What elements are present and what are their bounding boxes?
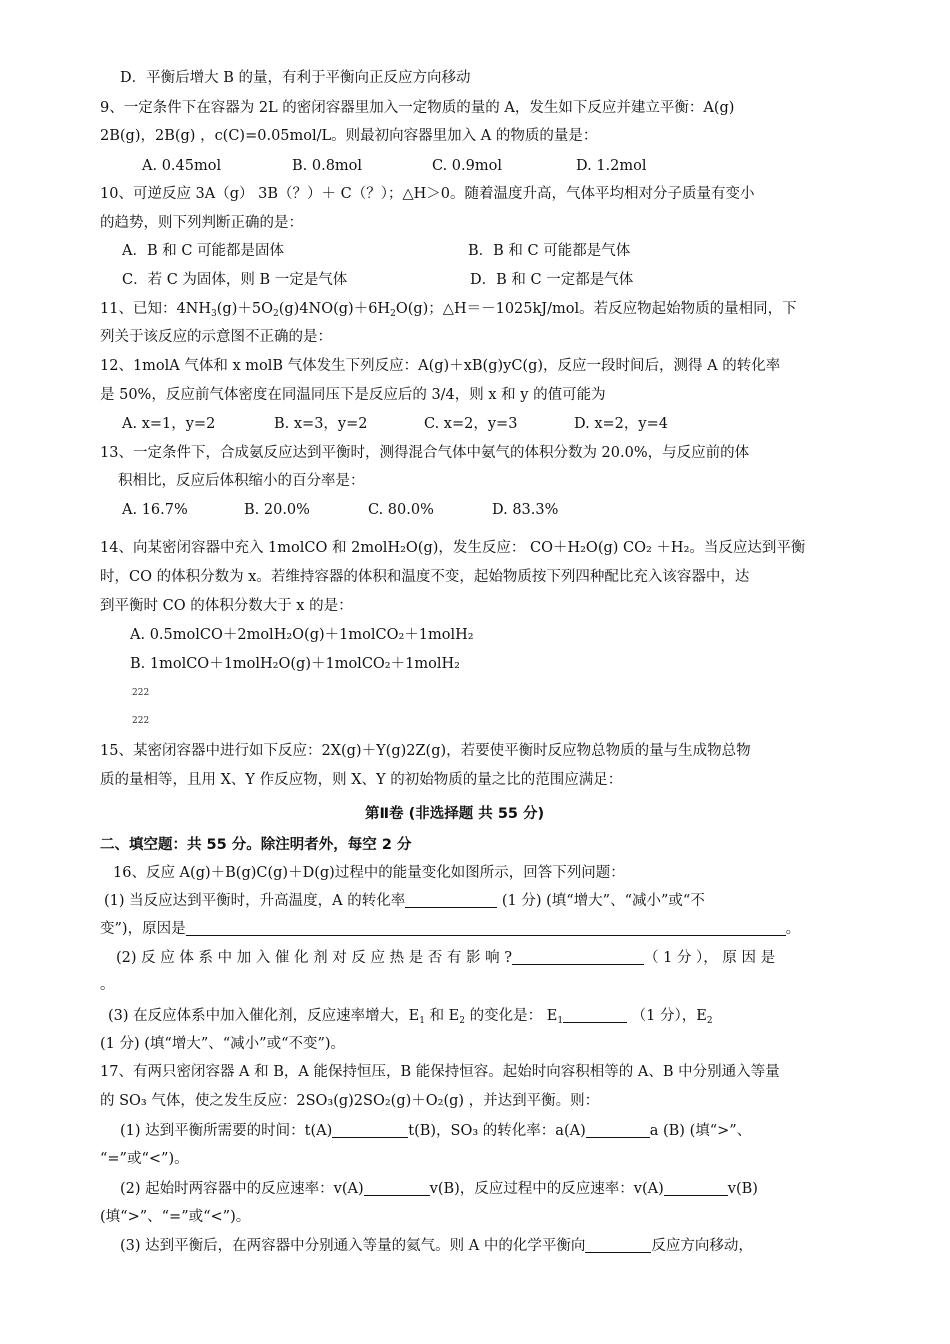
section-title: 第Ⅱ卷 (非选择题 共 55 分) [365, 806, 545, 822]
q16-part3-line1 [108, 1006, 713, 1031]
q14-fragment-2: 222 [132, 716, 150, 726]
q17-part3-text-b: 反应方向移动， [651, 1238, 753, 1254]
q16-part3-text: (3) 在反应体系中加入催化剂，反应速率增大，E [108, 1008, 420, 1024]
q13-stem-line2: 积相比，反应后体积缩小的百分率是： [118, 473, 365, 489]
q17-part1-line2: “=”或“<”)。 [100, 1151, 189, 1167]
q14-fragment-1: 222 [132, 688, 150, 698]
q17-stem-line1: 17、有两只密闭容器 A 和 B，A 能保持恒压，B 能保持恒容。起始时向容积相等的 A、B 中分别通入等量 [100, 1064, 780, 1080]
q16-part2-text-b: （ 1 分 ）， 原 因 是 [644, 950, 776, 966]
q13-option-b: B. 20.0% [244, 502, 310, 518]
q9-option-a: A. 0.45mol [142, 158, 222, 174]
q17-answer-blank-2[interactable] [586, 1123, 650, 1138]
q15-stem-line2: 质的量相等，且用 X、Y 作反应物，则 X、Y 的初始物质的量之比的范围应满足： [100, 772, 623, 788]
q16-part1-end: 。 [785, 921, 801, 937]
q17-stem-line2: 的 SO₃ 气体，使之发生反应：2SO₃(g)2SO₂(g)＋O₂(g) ，并达到平衡。则： [100, 1093, 600, 1109]
q12-option-d: D. x=2，y=4 [574, 416, 668, 432]
q15-stem-line1: 15、某密闭容器中进行如下反应：2X(g)＋Y(g)2Z(g)，若要使平衡时反应物总物质的量与生成物总物 [100, 743, 751, 759]
q17-answer-blank-4[interactable] [664, 1181, 728, 1196]
q16-part1-text-b: (1 分) (填“增大”、“减小”或“不 [497, 893, 705, 909]
q11-stem-line1 [100, 299, 797, 324]
subscript: 2 [272, 309, 279, 319]
q10-stem-line1: 10、可逆反应 3A（g） 3B（？）＋ C（？）；△H＞0。随着温度升高，气体平均相对分子质量有变小 [100, 186, 755, 202]
q9-stem-line2: 2B(g)，2B(g) ，c(C)=0.05mol/L。则最初向容器里加入 A 的物质的量是： [100, 128, 598, 144]
subscript: 2 [390, 309, 396, 319]
q17-part1-line1 [120, 1121, 751, 1141]
q11-stem-line2: 列关于该反应的示意图不正确的是： [100, 329, 332, 345]
q17-answer-blank-1[interactable] [332, 1123, 408, 1138]
q13-option-c: C. 80.0% [368, 502, 434, 518]
q13-option-a: A. 16.7% [122, 502, 188, 518]
q17-part2-text: (2) 起始时两容器中的反应速率：v(A) [120, 1181, 364, 1197]
q16-part3-text-c: 的变化是： E [465, 1008, 558, 1024]
q16-part2-line1 [116, 948, 775, 968]
q13-stem-line1: 13、一定条件下，合成氨反应达到平衡时，测得混合气体中氨气的体积分数为 20.0%，与反应前的体 [100, 445, 750, 461]
subscript: 1 [557, 1016, 564, 1026]
q14-option-a: A. 0.5molCO＋2molH₂O(g)＋1molCO₂＋1molH₂ [130, 627, 474, 643]
q17-part2-line2: (填“>”、“=”或“<”)。 [100, 1209, 251, 1225]
q16-part2-line2: 。 [100, 977, 115, 993]
q12-option-b: B. x=3，y=2 [274, 416, 368, 432]
q11-text-c: (g)4NO(g)＋6H [278, 301, 391, 317]
q16-part1-line1 [104, 891, 705, 911]
q16-part3-line2: (1 分) (填“增大”、“减小”或“不变”)。 [100, 1036, 346, 1052]
q16-part3-text-d: （1 分），E [627, 1008, 707, 1024]
q16-answer-blank-4[interactable] [563, 1008, 627, 1023]
q17-part1-text-b: t(B)，SO₃ 的转化率：a(A) [408, 1123, 586, 1139]
q14-stem-line3: 到平衡时 CO 的体积分数大于 x 的是： [100, 598, 353, 614]
q12-option-c: C. x=2，y=3 [424, 416, 518, 432]
q9-stem-line1: 9、一定条件下在容器为 2L 的密闭容器里加入一定物质的量的 A，发生如下反应并建立平衡：A(g) [100, 100, 735, 116]
q12-stem-line1: 12、1molA 气体和 x molB 气体发生下列反应：A(g)＋xB(g)yC(g)，反应一段时间后，测得 A 的转化率 [100, 358, 781, 374]
q16-answer-blank-2[interactable] [186, 921, 786, 936]
q17-answer-blank-5[interactable] [585, 1238, 651, 1253]
subscript: 2 [706, 1016, 713, 1026]
q11-text-b: (g)＋5O [216, 301, 273, 317]
q9-option-d: D. 1.2mol [576, 158, 647, 174]
q12-stem-line2: 是 50%，反应前气体密度在同温同压下是反应后的 3/4，则 x 和 y 的值可能为 [100, 387, 606, 403]
q9-option-b: B. 0.8mol [292, 158, 363, 174]
q10-option-c: C．若 C 为固体，则 B 一定是气体 [122, 272, 348, 288]
q11-text-a: 11、已知：4NH [100, 301, 212, 317]
q17-part1-text-c: a (B) (填“>”、 [649, 1123, 752, 1139]
q14-stem-line1: 14、向某密闭容器中充入 1molCO 和 2molH₂O(g)，发生反应： CO＋H₂O(g) CO₂ ＋H₂。当反应达到平衡 [100, 540, 806, 556]
subscript: 2 [459, 1016, 466, 1026]
q13-option-d: D. 83.3% [492, 502, 559, 518]
q8-option-d: D．平衡后增大 B 的量，有利于平衡向正反应方向移动 [120, 70, 471, 86]
q16-part1-line2 [100, 919, 800, 939]
q16-intro: 16、反应 A(g)＋B(g)C(g)＋D(g)过程中的能量变化如图所示，回答下列问题： [113, 865, 625, 881]
q10-option-b: B．B 和 C 可能都是气体 [468, 243, 631, 259]
q17-part1-text: (1) 达到平衡所需要的时间：t(A) [120, 1123, 333, 1139]
q14-stem-line2: 时，CO 的体积分数为 x。若维持容器的体积和温度不变，起始物质按下列四种配比充入该容器中，达 [100, 569, 750, 585]
q11-text-d: O(g)；△H＝－1025kJ/mol。若反应物起始物质的量相同，下 [395, 301, 797, 317]
q10-stem-line2: 的趋势，则下列判断正确的是： [100, 215, 303, 231]
q14-option-b: B. 1molCO＋1molH₂O(g)＋1molCO₂＋1molH₂ [130, 656, 460, 672]
q17-part2-line1 [120, 1179, 758, 1199]
q17-answer-blank-3[interactable] [364, 1181, 430, 1196]
q17-part2-text-c: v(B) [727, 1181, 758, 1197]
q16-part1-text: (1) 当反应达到平衡时，升高温度，A 的转化率 [104, 893, 406, 909]
subscript: 3 [211, 309, 217, 319]
q16-part3-text-b: 和 E [424, 1008, 460, 1024]
q10-option-d: D．B 和 C 一定都是气体 [470, 272, 634, 288]
q10-option-a: A．B 和 C 可能都是固体 [122, 243, 285, 259]
section-subtitle: 二、填空题：共 55 分。除注明者外，每空 2 分 [100, 837, 412, 853]
q16-answer-blank-1[interactable] [405, 893, 497, 908]
q9-option-c: C. 0.9mol [432, 158, 502, 174]
q16-part1-reason-label: 变”)，原因是 [100, 921, 186, 937]
q16-part2-text: (2) 反 应 体 系 中 加 入 催 化 剂 对 反 应 热 是 否 有 影 响 ? [116, 950, 512, 966]
q17-part3-text: (3) 达到平衡后，在两容器中分别通入等量的氦气。则 A 中的化学平衡向 [120, 1238, 586, 1254]
q17-part3-line1 [120, 1236, 753, 1256]
q17-part2-text-b: v(B)，反应过程中的反应速率：v(A) [429, 1181, 664, 1197]
q12-option-a: A. x=1，y=2 [122, 416, 216, 432]
subscript: 1 [419, 1016, 425, 1026]
q16-answer-blank-3[interactable] [512, 950, 644, 965]
